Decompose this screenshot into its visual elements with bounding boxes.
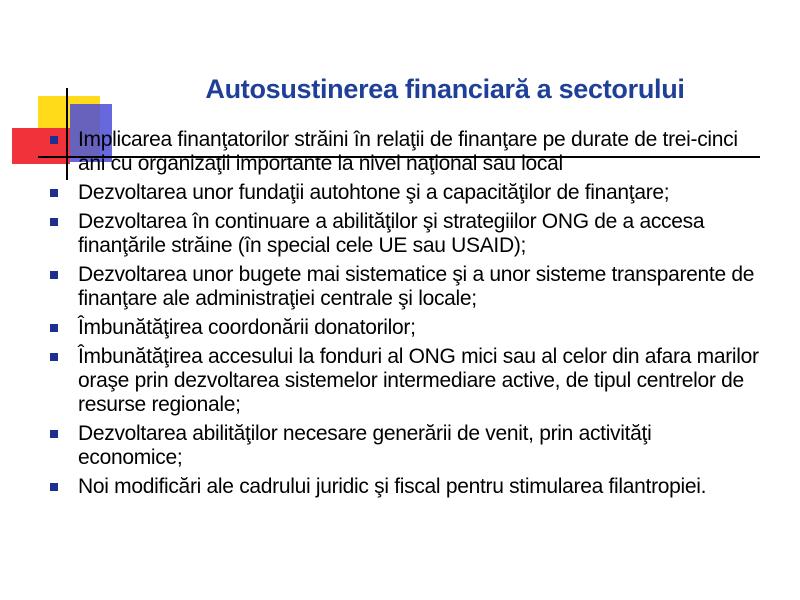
square-bullet-icon — [50, 483, 58, 491]
bullet-item — [48, 422, 760, 470]
slide-title: Autosustinerea financiară a sectorului — [205, 74, 685, 104]
square-bullet-icon — [50, 324, 58, 332]
bullet-item — [48, 475, 760, 499]
square-bullet-icon — [50, 136, 58, 144]
bullet-item — [48, 210, 760, 258]
bullet-item — [48, 316, 760, 340]
square-bullet-icon — [50, 189, 58, 197]
bullet-text: Dezvoltarea în continuare a abilităţilor şi strategiilor ONG de a accesa finanţările străine (în special cele UE sau USAID); — [78, 210, 705, 257]
square-bullet-icon — [50, 218, 58, 226]
bullet-text: Implicarea finanţatorilor străini în relaţii de finanţare pe durate de trei-cinci ani cu organizaţii importante la nivel naţional sau local — [78, 128, 738, 175]
square-bullet-icon — [50, 430, 58, 438]
bullet-item — [48, 128, 760, 176]
bullet-text: Dezvoltarea unor fundaţii autohtone şi a capacităţilor de finanţare; — [78, 181, 670, 204]
bullet-text: Noi modificări ale cadrului juridic şi fiscal pentru stimularea filantropiei. — [78, 475, 707, 498]
bullet-text: Îmbunătăţirea coordonării donatorilor; — [78, 316, 416, 339]
bullet-text: Îmbunătăţirea accesului la fonduri al ONG mici sau al celor din afara marilor oraşe prin dezvoltarea sistemelor intermediare active, de tipul centrelor de resurse regionale; — [78, 345, 759, 416]
bullet-item — [48, 263, 760, 311]
square-bullet-icon — [50, 353, 58, 361]
bullet-item — [48, 345, 760, 417]
bullet-text: Dezvoltarea abilităţilor necesare generării de venit, prin activităţi economice; — [78, 422, 652, 469]
bullet-text: Dezvoltarea unor bugete mai sistematice şi a unor sisteme transparente de finanţare ale administraţiei centrale şi locale; — [78, 263, 755, 310]
bullet-list — [48, 128, 760, 504]
square-bullet-icon — [50, 271, 58, 279]
bullet-item — [48, 181, 760, 205]
